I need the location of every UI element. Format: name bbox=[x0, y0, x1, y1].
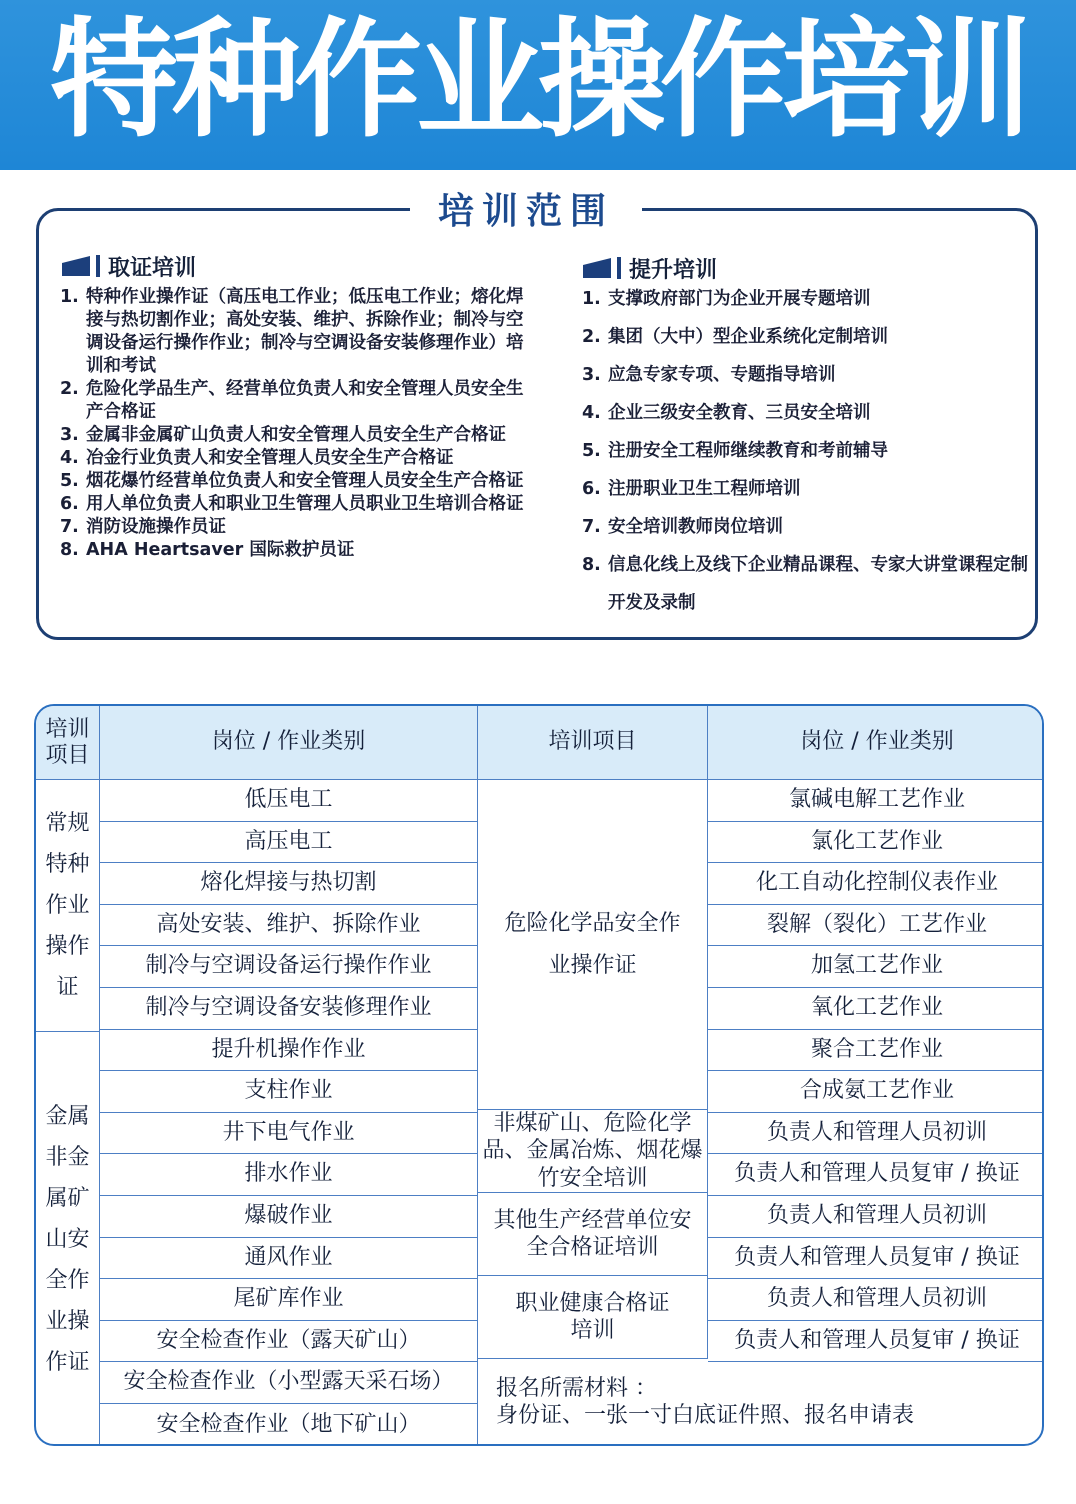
certification-item: 7. 消防设施操作员证 bbox=[60, 517, 226, 537]
right-row-cell: 负责人和管理人员复审 / 换证 bbox=[708, 1154, 1044, 1196]
certification-item: 5. 烟花爆竹经营单位负责人和安全管理人员安全生产合格证 bbox=[60, 471, 524, 491]
left-row-cell: 高压电工 bbox=[100, 822, 478, 864]
certification-item: 1. 特种作业操作证（高压电工作业；低压电工作业；熔化焊接与热切割作业；高处安装、维护、拆除作业；制冷与空调设备运行操作作业；制冷与空调设备安装修理作业）培训和考试 bbox=[60, 287, 524, 376]
left-row-cell: 安全检查作业（小型露天采石场） bbox=[100, 1362, 478, 1404]
certification-item: 6. 用人单位负责人和职业卫生管理人员职业卫生培训合格证 bbox=[60, 494, 524, 514]
certification-training-heading: 取证培训 bbox=[62, 250, 196, 282]
right-row-cell: 负责人和管理人员初训 bbox=[708, 1279, 1044, 1321]
left-row-cell: 制冷与空调设备安装修理作业 bbox=[100, 988, 478, 1030]
mid-nonmine-training: 非煤矿山、危险化学品、金属冶炼、烟花爆竹安全培训 bbox=[478, 1110, 708, 1193]
certification-item: 8. AHA Heartsaver 国际救护员证 bbox=[60, 540, 355, 560]
left-row-cell: 安全检查作业（露天矿山） bbox=[100, 1321, 478, 1363]
right-row-cell: 氯碱电解工艺作业 bbox=[708, 780, 1044, 822]
left-row-cell: 高处安装、维护、拆除作业 bbox=[100, 905, 478, 947]
left-row-cell: 爆破作业 bbox=[100, 1196, 478, 1238]
heading-marker-icon bbox=[583, 258, 611, 278]
advanced-item: 7. 安全培训教师岗位培训 bbox=[582, 517, 783, 537]
right-row-cell: 合成氨工艺作业 bbox=[708, 1071, 1044, 1113]
certification-item: 4. 冶金行业负责人和安全管理人员安全生产合格证 bbox=[60, 448, 454, 468]
heading-marker-icon bbox=[62, 256, 90, 276]
registration-materials-label: 报名所需材料 ： bbox=[496, 1376, 657, 1402]
mid-hazchem-cert: 危险化学品安全作业操作证 bbox=[478, 780, 708, 1110]
left-row-cell: 尾矿库作业 bbox=[100, 1279, 478, 1321]
banner-title: 特种作业操作培训 bbox=[49, 6, 1026, 155]
right-row-cell: 负责人和管理人员复审 / 换证 bbox=[708, 1321, 1044, 1363]
certification-training-list bbox=[60, 286, 526, 562]
left-row-cell: 井下电气作业 bbox=[100, 1113, 478, 1155]
heading-bar-icon bbox=[617, 257, 621, 279]
certification-item: 2. 危险化学品生产、经营单位负责人和安全管理人员安全生产合格证 bbox=[60, 379, 524, 422]
left-row-cell: 低压电工 bbox=[100, 780, 478, 822]
advanced-item: 8. 信息化线上及线下企业精品课程、专家大讲堂课程定制开发及录制 bbox=[582, 555, 1028, 613]
right-row-cell: 氯化工艺作业 bbox=[708, 822, 1044, 864]
right-row-cell: 裂解（裂化）工艺作业 bbox=[708, 905, 1044, 947]
advanced-item: 2. 集团（大中）型企业系统化定制培训 bbox=[582, 327, 888, 347]
advanced-training-heading: 提升培训 bbox=[583, 252, 717, 284]
advanced-training-list bbox=[582, 280, 1028, 622]
group-regular-special-operations: 常规特种作业操作证 bbox=[36, 780, 100, 1032]
right-row-cell: 负责人和管理人员复审 / 换证 bbox=[708, 1238, 1044, 1280]
advanced-item: 5. 注册安全工程师继续教育和考前辅导 bbox=[582, 441, 888, 461]
right-row-cell: 加氢工艺作业 bbox=[708, 946, 1044, 988]
banner bbox=[0, 0, 1076, 170]
mid-other-units-training: 其他生产经营单位安全合格证培训 bbox=[478, 1193, 708, 1276]
left-row-cell: 通风作业 bbox=[100, 1238, 478, 1280]
left-row-cell: 支柱作业 bbox=[100, 1071, 478, 1113]
advanced-item: 6. 注册职业卫生工程师培训 bbox=[582, 479, 801, 499]
training-table bbox=[34, 704, 1044, 1446]
advanced-item: 3. 应急专家专项、专题指导培训 bbox=[582, 365, 836, 385]
left-row-cell: 提升机操作作业 bbox=[100, 1030, 478, 1072]
right-row-cell: 化工自动化控制仪表作业 bbox=[708, 863, 1044, 905]
mid-occupational-health-training: 职业健康合格证培训 bbox=[478, 1276, 708, 1359]
header-training-item-2: 培训项目 bbox=[478, 706, 708, 780]
left-row-cell: 熔化焊接与热切割 bbox=[100, 863, 478, 905]
registration-materials-text: 身份证、一张一寸白底证件照、报名申请表 bbox=[496, 1402, 915, 1428]
advanced-item: 1. 支撑政府部门为企业开展专题培训 bbox=[582, 289, 871, 309]
left-row-cell: 制冷与空调设备运行操作作业 bbox=[100, 946, 478, 988]
training-scope-title: 培训范围 bbox=[410, 188, 642, 236]
header-position-category-2: 岗位 / 作业类别 bbox=[708, 706, 1044, 780]
advanced-item: 4. 企业三级安全教育、三员安全培训 bbox=[582, 403, 871, 423]
right-row-cell: 聚合工艺作业 bbox=[708, 1030, 1044, 1072]
left-row-cell: 安全检查作业（地下矿山） bbox=[100, 1404, 478, 1446]
group-metal-nonmetal-mine: 金属非金属矿山安全作业操作证 bbox=[36, 1032, 100, 1446]
header-position-category: 岗位 / 作业类别 bbox=[100, 706, 478, 780]
right-row-cell: 负责人和管理人员初训 bbox=[708, 1113, 1044, 1155]
header-training-item: 培训项目 bbox=[36, 706, 100, 780]
certification-item: 3. 金属非金属矿山负责人和安全管理人员安全生产合格证 bbox=[60, 425, 506, 445]
registration-materials bbox=[478, 1359, 1044, 1446]
right-row-cell: 氧化工艺作业 bbox=[708, 988, 1044, 1030]
heading-bar-icon bbox=[96, 255, 100, 277]
left-row-cell: 排水作业 bbox=[100, 1154, 478, 1196]
right-row-cell: 负责人和管理人员初训 bbox=[708, 1196, 1044, 1238]
